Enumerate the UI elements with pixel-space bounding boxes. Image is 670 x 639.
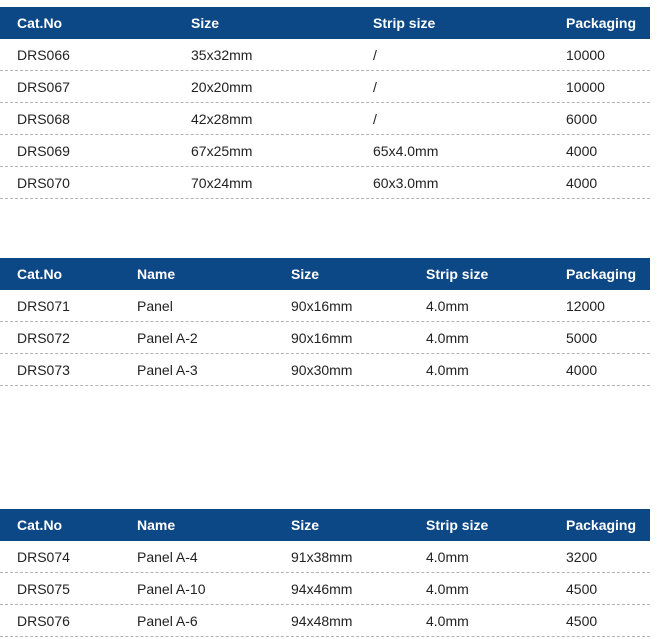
product-table-1 — [0, 7, 650, 199]
header-name: Name — [137, 266, 176, 282]
header-name: Name — [137, 517, 176, 533]
table-row — [0, 322, 650, 354]
cell-cat-no: DRS076 — [17, 613, 70, 629]
cell-name: Panel A-10 — [137, 581, 206, 597]
header-size: Size — [291, 266, 320, 282]
cell-strip-size: 60x3.0mm — [373, 175, 439, 191]
cell-name: Panel A-2 — [137, 330, 198, 346]
table-row — [0, 103, 650, 135]
cell-packaging: 3200 — [566, 549, 598, 565]
table-header — [0, 258, 650, 290]
cell-strip-size: 4.0mm — [426, 581, 469, 597]
cell-strip-size: 4.0mm — [426, 362, 469, 378]
cell-name: Panel — [137, 298, 173, 314]
table-header — [0, 509, 650, 541]
cell-size: 90x30mm — [291, 362, 353, 378]
cell-strip-size: 4.0mm — [426, 298, 469, 314]
table-row — [0, 290, 650, 322]
cell-size: 91x38mm — [291, 549, 353, 565]
cell-size: 20x20mm — [191, 79, 253, 95]
header-packaging: Packaging — [566, 266, 637, 282]
cell-packaging: 4500 — [566, 581, 598, 597]
cell-packaging: 10000 — [566, 47, 605, 63]
cell-strip-size: / — [373, 47, 377, 63]
cell-cat-no: DRS070 — [17, 175, 70, 191]
cell-cat-no: DRS071 — [17, 298, 70, 314]
product-table-3 — [0, 509, 650, 637]
cell-packaging: 6000 — [566, 111, 598, 127]
cell-packaging: 12000 — [566, 298, 605, 314]
header-cat-no: Cat.No — [17, 266, 63, 282]
table-row — [0, 573, 650, 605]
cell-packaging: 4000 — [566, 362, 598, 378]
header-packaging: Packaging — [566, 15, 637, 31]
cell-name: Panel A-6 — [137, 613, 198, 629]
cell-size: 90x16mm — [291, 298, 353, 314]
table-row — [0, 135, 650, 167]
table-row — [0, 605, 650, 637]
cell-packaging: 10000 — [566, 79, 605, 95]
table-row — [0, 71, 650, 103]
cell-name: Panel A-4 — [137, 549, 198, 565]
cell-packaging: 4000 — [566, 143, 598, 159]
cell-strip-size: / — [373, 79, 377, 95]
header-cat-no: Cat.No — [17, 517, 63, 533]
cell-size: 94x48mm — [291, 613, 353, 629]
table-row — [0, 167, 650, 199]
table-header — [0, 7, 650, 39]
product-table-2 — [0, 258, 650, 386]
cell-size: 70x24mm — [191, 175, 253, 191]
cell-packaging: 4500 — [566, 613, 598, 629]
header-cat-no: Cat.No — [17, 15, 63, 31]
table-row — [0, 354, 650, 386]
cell-packaging: 5000 — [566, 330, 598, 346]
cell-cat-no: DRS075 — [17, 581, 70, 597]
cell-strip-size: 4.0mm — [426, 613, 469, 629]
cell-strip-size: 4.0mm — [426, 549, 469, 565]
header-packaging: Packaging — [566, 517, 637, 533]
header-size: Size — [191, 15, 220, 31]
cell-name: Panel A-3 — [137, 362, 198, 378]
cell-size: 42x28mm — [191, 111, 253, 127]
cell-size: 67x25mm — [191, 143, 253, 159]
header-strip-size: Strip size — [426, 517, 489, 533]
cell-cat-no: DRS069 — [17, 143, 70, 159]
cell-strip-size: 4.0mm — [426, 330, 469, 346]
table-row — [0, 541, 650, 573]
cell-cat-no: DRS073 — [17, 362, 70, 378]
header-size: Size — [291, 517, 320, 533]
cell-packaging: 4000 — [566, 175, 598, 191]
cell-cat-no: DRS068 — [17, 111, 70, 127]
header-strip-size: Strip size — [426, 266, 489, 282]
cell-cat-no: DRS067 — [17, 79, 70, 95]
cell-size: 35x32mm — [191, 47, 253, 63]
table-row — [0, 39, 650, 71]
cell-cat-no: DRS066 — [17, 47, 70, 63]
cell-cat-no: DRS072 — [17, 330, 70, 346]
cell-size: 90x16mm — [291, 330, 353, 346]
cell-strip-size: / — [373, 111, 377, 127]
cell-strip-size: 65x4.0mm — [373, 143, 439, 159]
cell-size: 94x46mm — [291, 581, 353, 597]
header-strip-size: Strip size — [373, 15, 436, 31]
cell-cat-no: DRS074 — [17, 549, 70, 565]
